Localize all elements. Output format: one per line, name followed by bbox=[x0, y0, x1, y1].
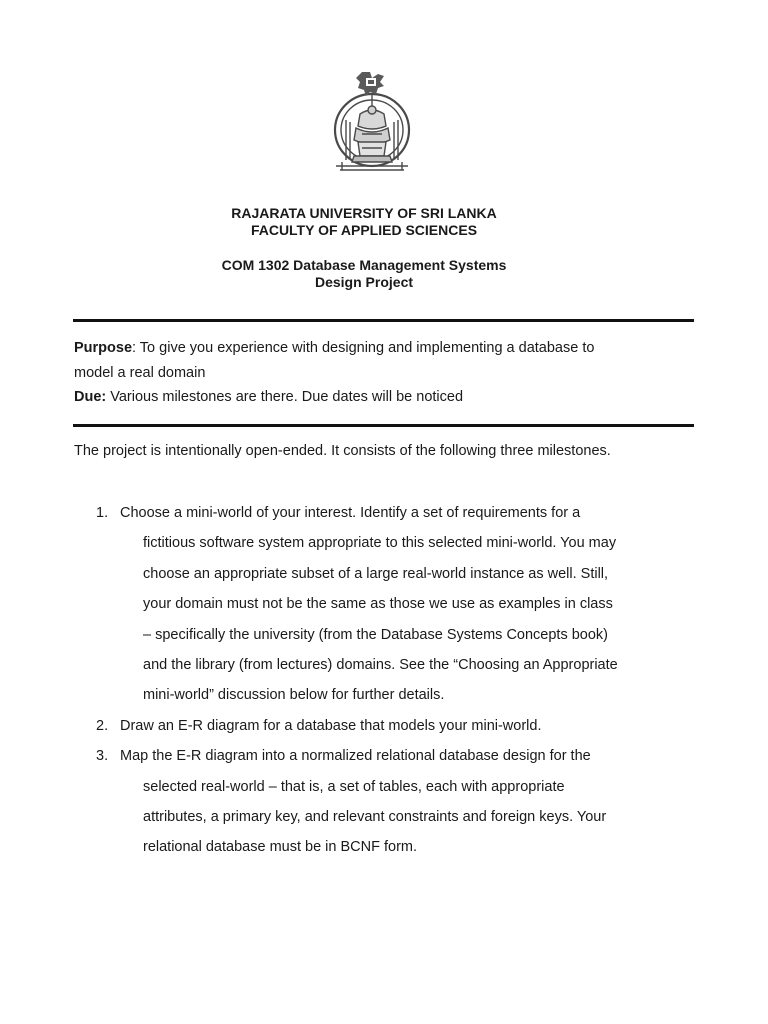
institution-header bbox=[0, 205, 728, 239]
purpose-text: : To give you experience with designing and implementing a database to bbox=[132, 340, 595, 356]
due-text: Various milestones are there. Due dates will be noticed bbox=[106, 389, 464, 405]
list-item-text: – specifically the university (from the Database Systems Concepts book) bbox=[143, 626, 609, 643]
document-type: Design Project bbox=[314, 274, 414, 290]
list-item-text: choose an appropriate subset of a large real-world instance as well. Still, bbox=[143, 565, 609, 582]
list-number: 2. bbox=[96, 717, 109, 734]
intro-paragraph: The project is intentionally open-ended. It consists of the following three milestones. bbox=[74, 443, 611, 459]
purpose-label: Purpose bbox=[74, 340, 133, 356]
list-item-text: relational database must be in BCNF form. bbox=[143, 839, 418, 856]
top-divider bbox=[73, 319, 694, 322]
list-item-text: mini-world” discussion below for further details. bbox=[143, 687, 445, 704]
purpose-text-cont: model a real domain bbox=[74, 364, 206, 381]
due-line bbox=[74, 385, 694, 410]
list-item-text: Choose a mini-world of your interest. Identify a set of requirements for a bbox=[120, 505, 581, 521]
list-item-text: and the library (from lectures) domains. See the “Choosing an Appropriate bbox=[143, 657, 618, 674]
due-label: Due: bbox=[74, 389, 107, 405]
course-header bbox=[0, 257, 728, 291]
list-item-text: attributes, a primary key, and relevant constraints and foreign keys. Your bbox=[143, 809, 607, 826]
list-item-text: fictitious software system appropriate to this selected mini-world. You may bbox=[143, 535, 617, 552]
milestone-list bbox=[96, 498, 676, 863]
list-item-text: Map the E-R diagram into a normalized relational database design for the bbox=[120, 748, 591, 765]
purpose-line bbox=[74, 336, 694, 361]
course-title: COM 1302 Database Management Systems bbox=[221, 257, 507, 273]
list-number: 3. bbox=[96, 748, 109, 765]
list-item-text: Draw an E-R diagram for a database that models your mini-world. bbox=[120, 717, 542, 734]
list-item-text: your domain must not be the same as those we use as examples in class bbox=[143, 596, 613, 613]
faculty-name: FACULTY OF APPLIED SCIENCES bbox=[250, 222, 478, 238]
bottom-divider bbox=[73, 424, 694, 427]
list-item bbox=[96, 498, 676, 711]
list-item bbox=[96, 711, 676, 741]
university-emblem-icon bbox=[326, 70, 418, 174]
purpose-section bbox=[74, 336, 694, 410]
list-number: 1. bbox=[96, 505, 109, 521]
university-name: RAJARATA UNIVERSITY OF SRI LANKA bbox=[231, 205, 497, 221]
list-item-text: selected real-world – that is, a set of tables, each with appropriate bbox=[143, 778, 565, 795]
list-item bbox=[96, 741, 676, 863]
